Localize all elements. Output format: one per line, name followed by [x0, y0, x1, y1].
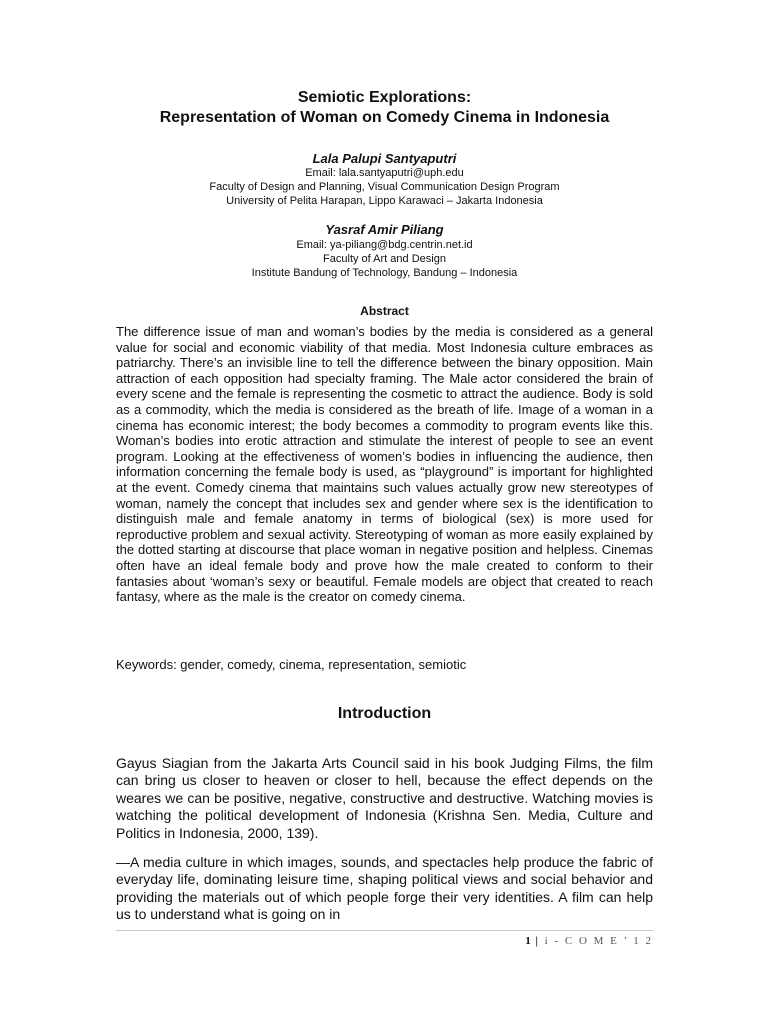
author-name-2: Yasraf Amir Piliang [325, 222, 444, 237]
abstract-heading: Abstract [360, 304, 409, 318]
author-email-2: Email: ya-piliang@bdg.centrin.net.id [296, 239, 473, 251]
author-name-1: Lala Palupi Santyaputri [312, 151, 457, 166]
footer-divider [116, 930, 653, 931]
author-affiliation-2-line2: Institute Bandung of Technology, Bandung – Indonesia [251, 267, 518, 279]
page-footer [525, 934, 653, 948]
running-title: i - C O M E ’ 1 2 [544, 935, 653, 947]
abstract-text: The difference issue of man and woman’s bodies by the media is considered as a general value for social and economic viability of that media. Most Indonesia culture embraces as patriarchy. There’s an invisible line to tell the difference between the binary opposition. Main attraction of each opposition had specialty framing. The Male actor considered the brain of every scene and the female is representing the cosmetic to attract the audience. Body is sold as a commodity, which the media is considered as the breath of life. Image of a woman in a cinema has economic interest; the body becomes a commodity to program events like this. Woman’s bodies into erotic attraction and stimulate the interest of people to see an event program. Looking at the effectiveness of women’s bodies in influencing the audience, then information concerning the female body is used, as “playground” is important for highlighted at the event. Comedy cinema that maintains such values actually grow new stereotypes of woman, namely the concept that includes sex and gender where sex is the identification to distinguish male and female anatomy in terms of biological (sex) is more used for reproductive problem and sexual activity. Stereotyping of woman as more easily explained by the dotted starting at discourse that place woman in negative position and helpless. Cinemas often have an ideal female body and prove how the male created to conform to their fantasies about ‘woman’s sexy or beautiful. Female models are object that created to reach fantasy, where as the male is the creator on comedy cinema. [116, 324, 653, 605]
introduction-paragraph-1: Gayus Siagian from the Jakarta Arts Council said in his book Judging Films, the film can bring us closer to heaven or closer to hell, because the effect depends on the weares we can be positive, negative, constructive and destructive. Watching movies is watching the political development of Indonesia (Krishna Sen. Media, Culture and Politics in Indonesia, 2000, 139). [116, 755, 653, 841]
author-affiliation-1-line1: Faculty of Design and Planning, Visual Communication Design Program [209, 181, 560, 193]
keywords-line: Keywords: gender, comedy, cinema, representation, semiotic [116, 657, 467, 672]
paper-title-line1: Semiotic Explorations: [297, 89, 472, 106]
footer-separator: | [535, 935, 538, 947]
page-number: 1 [525, 935, 531, 947]
author-affiliation-1-line2: University of Pelita Harapan, Lippo Karawaci – Jakarta Indonesia [226, 195, 543, 207]
author-email-1: Email: lala.santyaputri@uph.edu [305, 167, 464, 179]
paper-title-line2: Representation of Woman on Comedy Cinema in Indonesia [159, 109, 610, 126]
introduction-paragraph-2: —A media culture in which images, sounds, and spectacles help produce the fabric of everyday life, dominating leisure time, shaping political views and social behavior and providing the materials out of which people forge their very identities. A film can help us to understand what is going on in [116, 854, 653, 923]
introduction-heading: Introduction [337, 705, 432, 722]
author-affiliation-2-line1: Faculty of Art and Design [323, 253, 446, 265]
